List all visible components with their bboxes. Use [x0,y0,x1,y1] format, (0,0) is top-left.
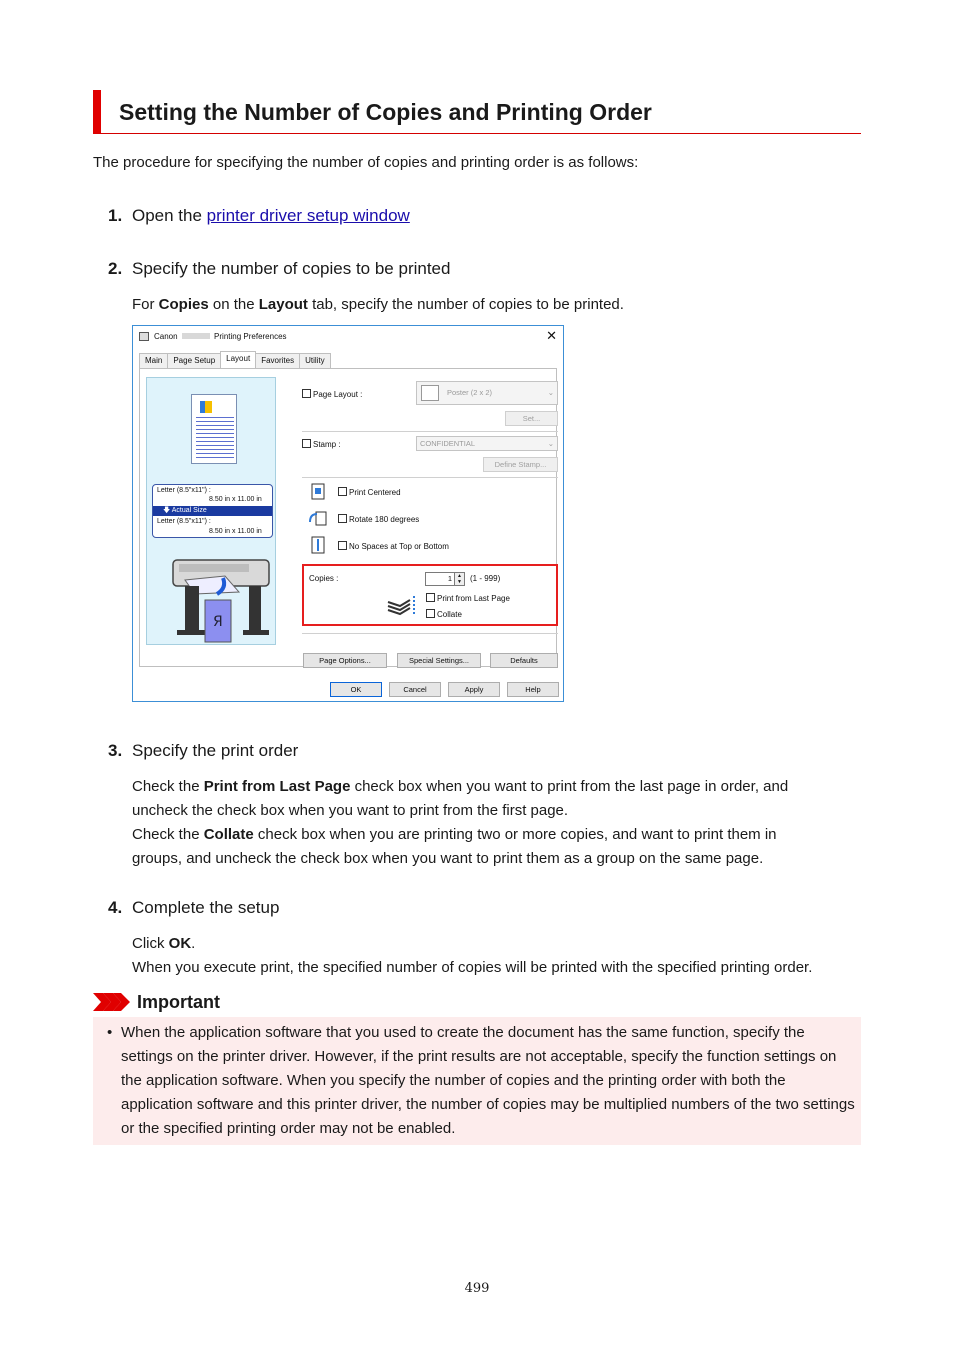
title-rest: Printing Preferences [214,332,287,341]
step-label: Open the [132,206,207,225]
copies-stepper[interactable] [425,572,465,586]
tab-favorites[interactable]: Favorites [255,353,300,368]
step-4 [108,897,279,919]
actual-size-label: Actual Size [171,507,207,514]
stamp-value: CONFIDENTIAL [420,439,476,448]
page-number: 499 [464,1281,490,1296]
step-label: Complete the setup [132,898,280,917]
print-centered-checkbox[interactable] [338,487,401,497]
poster-layout-icon [421,385,439,401]
help-button[interactable]: Help [507,682,559,697]
step-4-description [132,932,857,980]
no-spaces-label: No Spaces at Top or Bottom [349,542,449,551]
text: Click [132,935,169,952]
important-chevron-icon [93,993,131,1011]
print-centered-label: Print Centered [349,488,401,497]
print-from-last-page-checkbox[interactable] [426,593,510,603]
print-centered-icon [311,483,327,501]
tab-layout[interactable]: Layout [220,351,256,368]
close-icon[interactable]: ✕ [546,328,557,343]
spin-arrows-icon[interactable]: ▲ ▼ [454,573,464,585]
rotate-180-checkbox[interactable] [338,514,419,524]
size-line: 8.50 in x 11.00 in [209,496,262,503]
text: For [132,296,159,313]
important-label: Important [137,992,220,1012]
text: When you execute print, the specified number of copies will be printed with the specified printing order. [132,959,813,976]
stacked-pages-icon [386,592,418,618]
text: Check the [132,778,204,795]
step-2 [108,258,450,280]
step-number: 1. [108,206,123,225]
text: . [191,935,196,952]
define-stamp-button[interactable]: Define Stamp... [483,457,558,472]
tab-page-setup[interactable]: Page Setup [167,353,221,368]
size-line: Letter (8.5"x11") : [157,487,211,494]
page-title: Setting the Number of Copies and Printing Order [93,90,861,134]
collate-label: Collate [437,610,462,619]
size-line: Letter (8.5"x11") : [157,518,211,525]
copies-range: (1 - 999) [470,574,501,583]
apply-button[interactable]: Apply [448,682,500,697]
intro-text: The procedure for specifying the number of copies and printing order is as follows: [93,154,639,171]
step-2-description [132,293,624,317]
text: uncheck the check box when you want to print from the first page. [132,802,569,819]
ok-term: OK [168,935,192,952]
defaults-button[interactable]: Defaults [490,653,558,668]
step-3 [108,740,298,762]
set-button[interactable]: Set... [505,411,558,426]
text: tab, specify the number of copies to be printed. [307,296,624,313]
text: groups, and uncheck the check box when you want to print them as a group on the same page. [132,850,764,867]
rotate-label: Rotate 180 degrees [349,515,420,524]
title-brand: Canon [154,332,178,341]
page-options-button[interactable]: Page Options... [303,653,387,668]
copies-label: Copies : [309,574,339,583]
dialog-title [154,332,287,341]
svg-text:Я: Я [213,614,223,630]
printer-app-icon [139,332,149,341]
tab-utility[interactable]: Utility [299,353,331,368]
actual-size-row [153,506,272,516]
step-label: Specify the number of copies to be printed [132,259,451,278]
special-settings-button[interactable]: Special Settings... [397,653,481,668]
layout-term: Layout [258,296,308,313]
collate-checkbox[interactable] [426,609,462,619]
copies-highlight-box [302,564,558,626]
collate-term: Collate [203,826,254,843]
text: check box when you want to print from the last page in order, and [350,778,789,795]
preview-pane [146,377,276,645]
step-3-description [132,775,852,871]
page-preview-icon [191,394,237,464]
page-layout-checkbox[interactable] [302,389,362,399]
step-label: Specify the print order [132,741,299,760]
step-number: 4. [108,898,123,917]
print-from-last-page-term: Print from Last Page [203,778,351,795]
size-line: 8.50 in x 11.00 in [209,528,262,535]
cancel-button[interactable]: Cancel [389,682,441,697]
paper-size-box [152,484,273,538]
step-number: 3. [108,741,123,760]
tab-bar [139,353,330,368]
no-spaces-icon [311,536,327,554]
stamp-checkbox[interactable] [302,439,341,449]
copies-value: 1 [447,574,452,583]
step-1 [108,205,410,227]
print-last-label: Print from Last Page [437,594,510,603]
no-spaces-checkbox[interactable] [338,541,449,551]
tab-main[interactable]: Main [139,353,168,368]
important-text: When the application software that you used to create the document has the same function, specify the settings on the printer driver. However, if the print results are not acceptable, specify the function settings on the application software. When you specify the number of copies and the printing order with both the application software and this printer driver, the number of copies may be multiplied numbers of the two settings or the specified printing order may not be enabled. [121,1024,855,1137]
stamp-label: Stamp : [313,440,341,449]
copies-term: Copies [158,296,209,313]
page-layout-select[interactable]: Poster (2 x 2) ⌄ [416,381,558,405]
important-heading [93,990,220,1014]
arrow-down-icon: 🡇 [163,507,172,514]
ok-button[interactable]: OK [330,682,382,697]
page-layout-label: Page Layout : [313,390,363,399]
step-number: 2. [108,259,123,278]
bullet: • [107,1024,113,1041]
large-format-printer-icon [165,550,275,648]
stamp-select[interactable]: CONFIDENTIAL ⌄ [416,436,558,451]
rotate-icon [308,510,330,528]
printing-preferences-dialog [132,325,564,702]
printer-driver-setup-link[interactable]: printer driver setup window [206,206,410,225]
dialog-titlebar [133,326,563,348]
text: Check the [132,826,204,843]
layout-panel [139,368,557,667]
important-box [93,1017,861,1145]
text: check box when you are printing two or more copies, and want to print them in [253,826,777,843]
page-layout-value: Poster (2 x 2) [447,388,493,397]
text: on the [208,296,259,313]
